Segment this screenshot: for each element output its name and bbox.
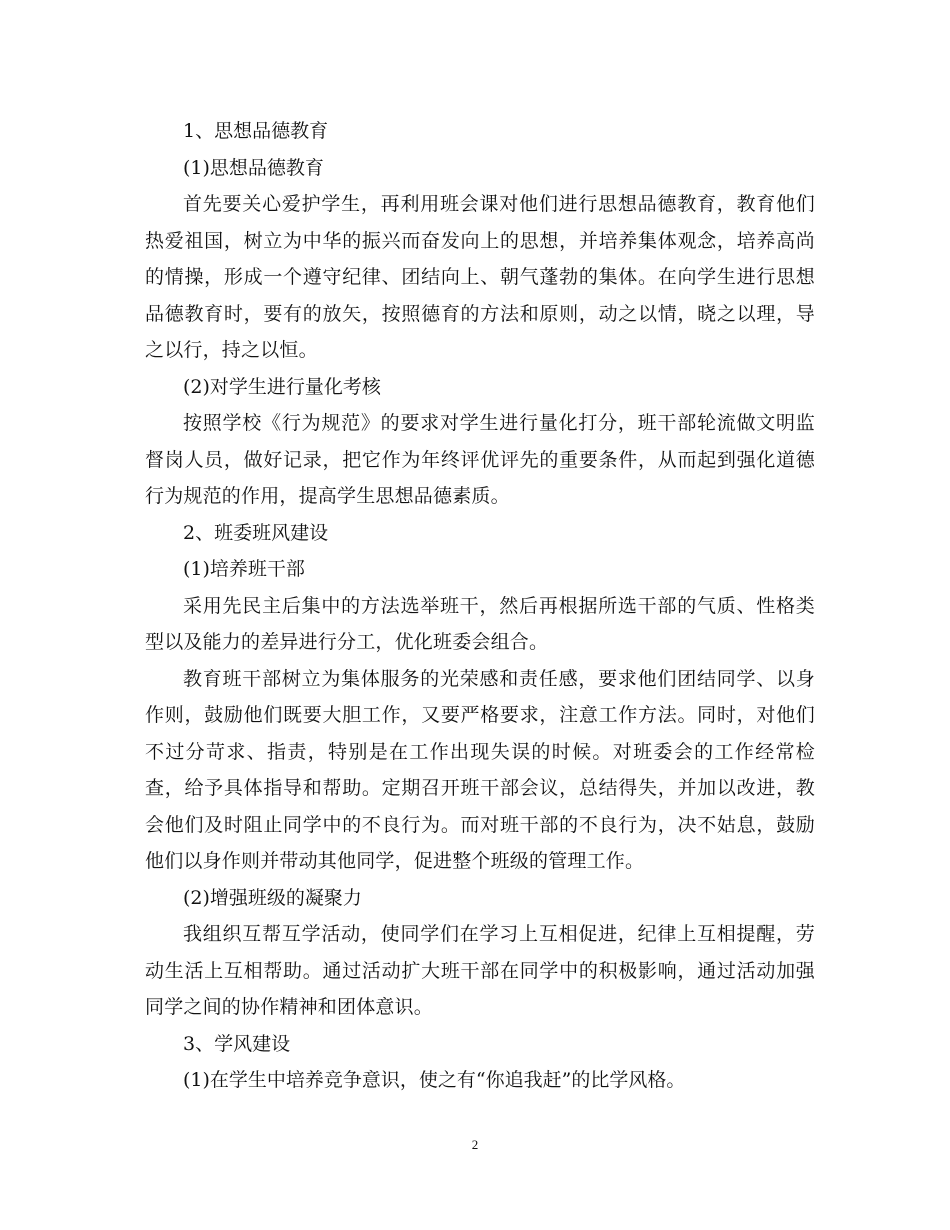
document-body [145,113,815,1099]
subsection-2-2-heading: (2)增强班级的凝聚力 [183,886,362,909]
paragraph-cohesion: 我组织互帮互学活动，使同学们在学习上互相促进，纪律上互相提醒，劳动生活上互相帮助。通过活动扩大班干部在同学中的积极影响，通过活动加强同学之间的协作精神和团体意识。 [145,923,815,1018]
page-number: 2 [471,1137,479,1152]
subsection-3-1-heading: (1)在学生中培养竞争意识，使之有“你追我赶”的比学风格。 [183,1069,686,1091]
subsection-2-1-heading: (1)培养班干部 [183,558,305,580]
paragraph-election: 采用先民主后集中的方法选举班干，然后再根据所选干部的气质、性格类型以及能力的差异进行分工，优化班委会组合。 [145,594,815,653]
paragraph-cadre-education: 教育班干部树立为集体服务的光荣感和责任感，要求他们团结同学、以身作则，鼓励他们既要大胆工作，又要严格要求，注意工作方法。同时，对他们不过分苛求、指责，特别是在工作出现失误的时候。对班委会的工作经常检查，给予具体指导和帮助。定期召开班干部会议，总结得失，并加以改进，教会他们及时阻止同学中的不良行为。而对班干部的不良行为，决不姑息，鼓励他们以身作则并带动其他同学，促进整个班级的管理工作。 [145,667,815,872]
subsection-1-2-heading: (2)对学生进行量化考核 [183,375,381,398]
section-1-heading: 1、思想品德教育 [183,120,329,142]
section-2-heading: 2、班委班风建设 [183,521,329,544]
subsection-1-1-heading: (1)思想品德教育 [183,156,324,179]
section-3-heading: 3、学风建设 [183,1032,291,1055]
paragraph-moral-education: 首先要关心爱护学生，再利用班会课对他们进行思想品德教育，教育他们热爱祖国，树立为中华的振兴而奋发向上的思想，并培养集体观念，培养高尚的情操，形成一个遵守纪律、团结向上、朝气蓬勃的集体。在向学生进行思想品德教育时，要有的放矢，按照德育的方法和原则，动之以情，晓之以理，导之以行，持之以恒。 [145,193,815,361]
paragraph-quantitative-assessment: 按照学校《行为规范》的要求对学生进行量化打分，班干部轮流做文明监督岗人员，做好记录，把它作为年终评优评先的重要条件，从而起到强化道德行为规范的作用，提高学生思想品德素质。 [145,412,815,507]
